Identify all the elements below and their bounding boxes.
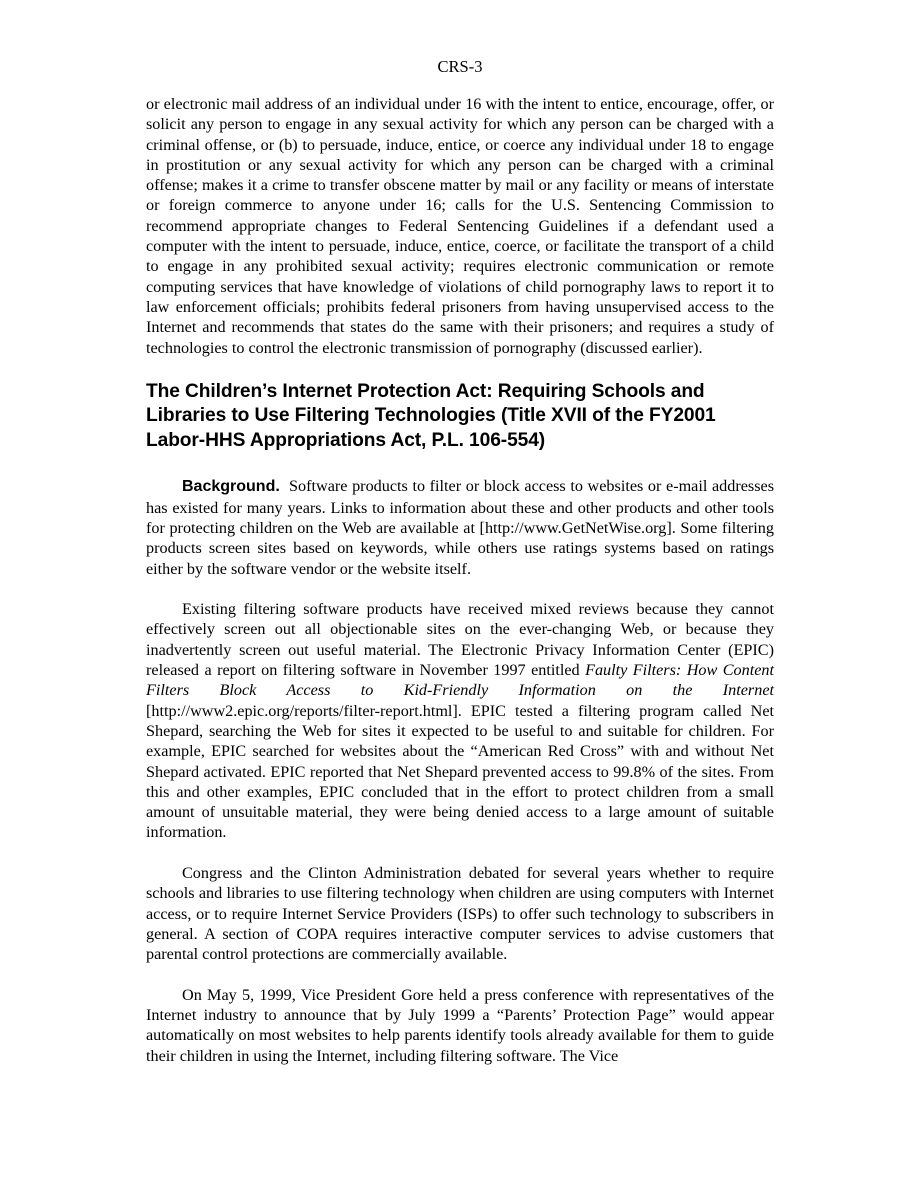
section-heading: The Children’s Internet Protection Act: Requiring Schools and Libraries to Use Filtering Technologies (Title XVII of the FY2001 Labor-HHS Appropriations Act, P.L. 106-554) <box>146 380 716 451</box>
paragraph-background <box>146 476 774 578</box>
paragraph-epic-text-b: [http://www2.epic.org/reports/filter-report.html]. EPIC tested a filtering program called Net Shepard, searching the Web for sites it expected to be useful to and suitable for children. For example, EPIC searched for websites about the “American Red Cross” with and without Net Shepard activated. EPIC reported that Net Shepard prevented access to 99.8% of the sites. From this and other examples, EPIC concluded that in the effort to protect children from a small amount of unsuitable material, they were being denied access to a large amount of suitable information. <box>146 701 774 842</box>
paragraph-continued: or electronic mail address of an individual under 16 with the intent to entice, encourage, offer, or solicit any person to engage in any sexual activity for which any person can be charged with a criminal offense, or (b) to persuade, induce, entice, or coerce any individual under 18 to engage in prostitution or any sexual activity for which any person can be charged with a criminal offense; makes it a crime to transfer obscene matter by mail or any facility or means of interstate or foreign commerce to anyone under 16; calls for the U.S. Sentencing Commission to recommend appropriate changes to Federal Sentencing Guidelines if a defendant used a computer with the intent to persuade, induce, entice, coerce, or facilitate the transport of a child to engage in any prohibited sexual activity; requires electronic communication or remote computing services that have knowledge of violations of child pornography laws to report it to law enforcement officials; prohibits federal prisoners from having unsupervised access to the Internet and recommends that states do the same with their prisoners; and requires a study of technologies to control the electronic transmission of pornography (discussed earlier). <box>146 95 774 357</box>
paragraph-congress: Congress and the Clinton Administration debated for several years whether to require schools and libraries to use filtering technology when children are using computers with Internet access, or to require Internet Service Providers (ISPs) to offer such technology to subscribers in general. A section of COPA requires interactive computer services to advise customers that parental control protections are commercially available. <box>146 864 774 964</box>
paragraph-epic-text-a: Existing filtering software products have received mixed reviews because they cannot effectively screen out all objectionable sites on the ever-changing Web, or because they inadvertently screen out useful material. The Electronic Privacy Information Center (EPIC) released a report on filtering software in November 1997 entitled <box>146 600 774 680</box>
body-text <box>146 94 774 1066</box>
report-title: Faulty Filters: How Content Filters Block Access to Kid-Friendly Information on the Internet <box>146 661 774 700</box>
paragraph-background-text: Software products to filter or block access to websites or e-mail addresses has existed for many years. Links to information about these and other products and other tools for protecting children on the Web are available at [http://www.GetNetWise.org]. Some filtering products screen sites based on keywords, while others use ratings systems based on ratings either by the software vendor or the website itself. <box>146 477 775 578</box>
page-number-header: CRS-3 <box>437 57 483 76</box>
paragraph-epic <box>146 599 774 843</box>
run-in-heading: Background. <box>182 478 280 496</box>
paragraph-gore: On May 5, 1999, Vice President Gore held a press conference with representatives of the Internet industry to announce that by July 1999 a “Parents’ Protection Page” would appear automatically on most websites to help parents identify tools already available for them to guide their children in using the Internet, including filtering software. The Vice <box>146 985 774 1065</box>
